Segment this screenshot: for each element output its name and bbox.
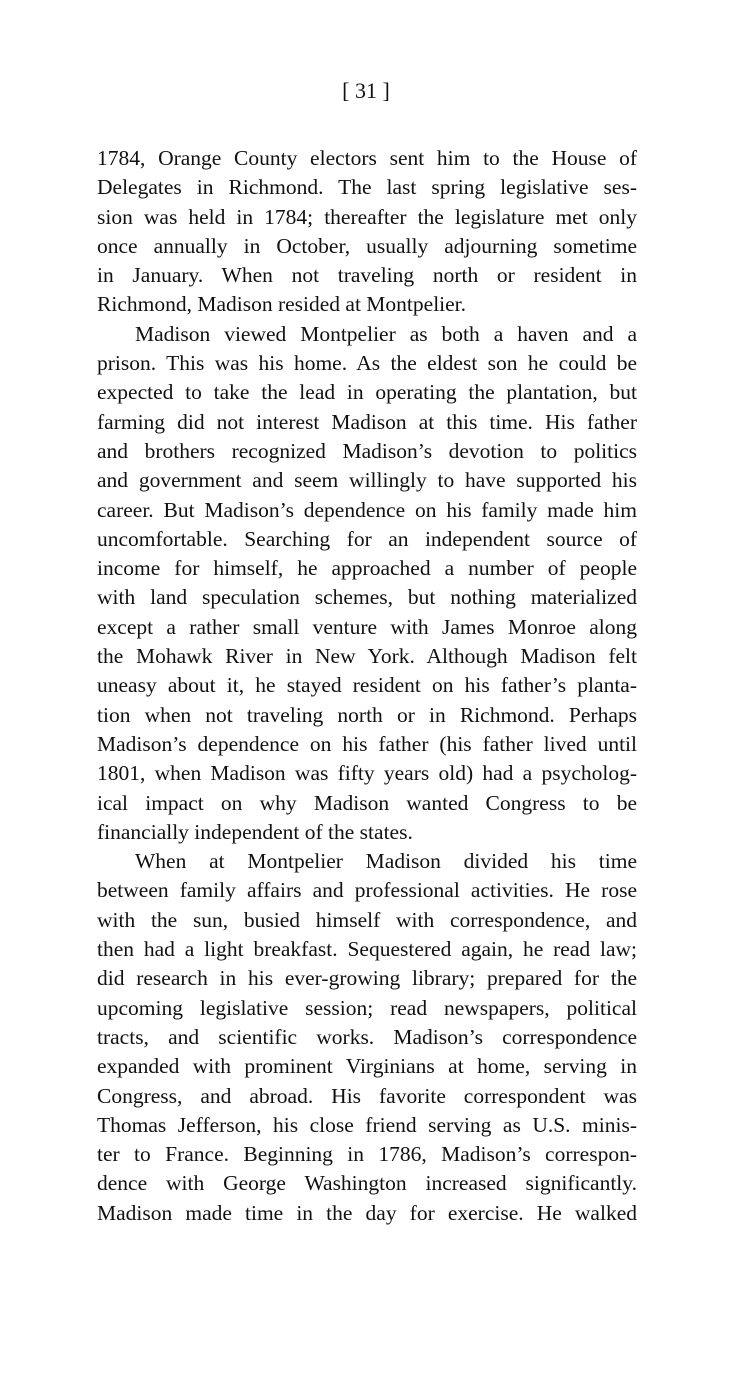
text-line: once annually in October, usually adjourning sometime (97, 233, 637, 258)
text-line: did research in his ever-growing library; prepared for the (97, 966, 637, 991)
text-line: Congress, and abroad. His favorite correspondent was (97, 1083, 637, 1108)
text-line: farming did not interest Madison at this time. His father (97, 409, 637, 434)
text-line: dence with George Washington increased significantly. (97, 1171, 637, 1196)
text-line: ter to France. Beginning in 1786, Madison’s correspon- (97, 1142, 637, 1167)
text-line: uneasy about it, he stayed resident on his father’s planta- (97, 673, 637, 698)
text-line: Madison’s dependence on his father (his father lived until (97, 731, 637, 756)
text-line: tracts, and scientific works. Madison’s correspondence (97, 1024, 637, 1049)
text-line: with the sun, busied himself with correspondence, and (97, 907, 637, 932)
paragraph (97, 847, 637, 1228)
text-line: and brothers recognized Madison’s devotion to politics (97, 438, 637, 463)
text-line: the Mohawk River in New York. Although Madison felt (97, 644, 637, 669)
text-line: upcoming legislative session; read newspapers, political (97, 995, 637, 1020)
text-line: 1784, Orange County electors sent him to the House of (97, 146, 637, 170)
text-line: in January. When not traveling north or resident in (97, 263, 637, 288)
text-line: income for himself, he approached a number of people (97, 556, 637, 581)
text-line: and government and seem willingly to have supported his (97, 468, 637, 493)
text-line: between family affairs and professional activities. He rose (97, 878, 637, 903)
text-line: prison. This was his home. As the eldest son he could be (97, 351, 637, 376)
text-line: with land speculation schemes, but nothing materialized (97, 585, 637, 610)
text-line: expanded with prominent Virginians at home, serving in (97, 1054, 637, 1079)
paragraph (97, 320, 637, 847)
text-line: uncomfortable. Searching for an independent source of (97, 526, 637, 551)
text-line: then had a light breakfast. Sequestered again, he read law; (97, 937, 637, 962)
text-line: Delegates in Richmond. The last spring legislative ses- (97, 175, 637, 200)
text-line: ical impact on why Madison wanted Congress to be (97, 790, 637, 815)
text-line: sion was held in 1784; thereafter the legislature met only (97, 204, 637, 229)
page-number: [ 31 ] (342, 78, 390, 103)
text-line: tion when not traveling north or in Richmond. Perhaps (97, 702, 637, 727)
text-line: financially independent of the states. (97, 819, 413, 844)
text-line: Madison made time in the day for exercise. He walked (97, 1200, 637, 1225)
text-line: Madison viewed Montpelier as both a haven and a (135, 321, 637, 346)
text-line: expected to take the lead in operating the plantation, but (97, 380, 637, 405)
body-text (97, 144, 637, 1228)
text-line: except a rather small venture with James Monroe along (97, 614, 637, 639)
text-line: When at Montpelier Madison divided his time (135, 849, 637, 874)
text-line: career. But Madison’s dependence on his family made him (97, 497, 637, 522)
paragraph (97, 144, 637, 320)
text-line: Richmond, Madison resided at Montpelier. (97, 292, 467, 317)
text-line: 1801, when Madison was fifty years old) had a psycholog- (97, 761, 637, 786)
text-line: Thomas Jefferson, his close friend serving as U.S. minis- (97, 1112, 637, 1137)
